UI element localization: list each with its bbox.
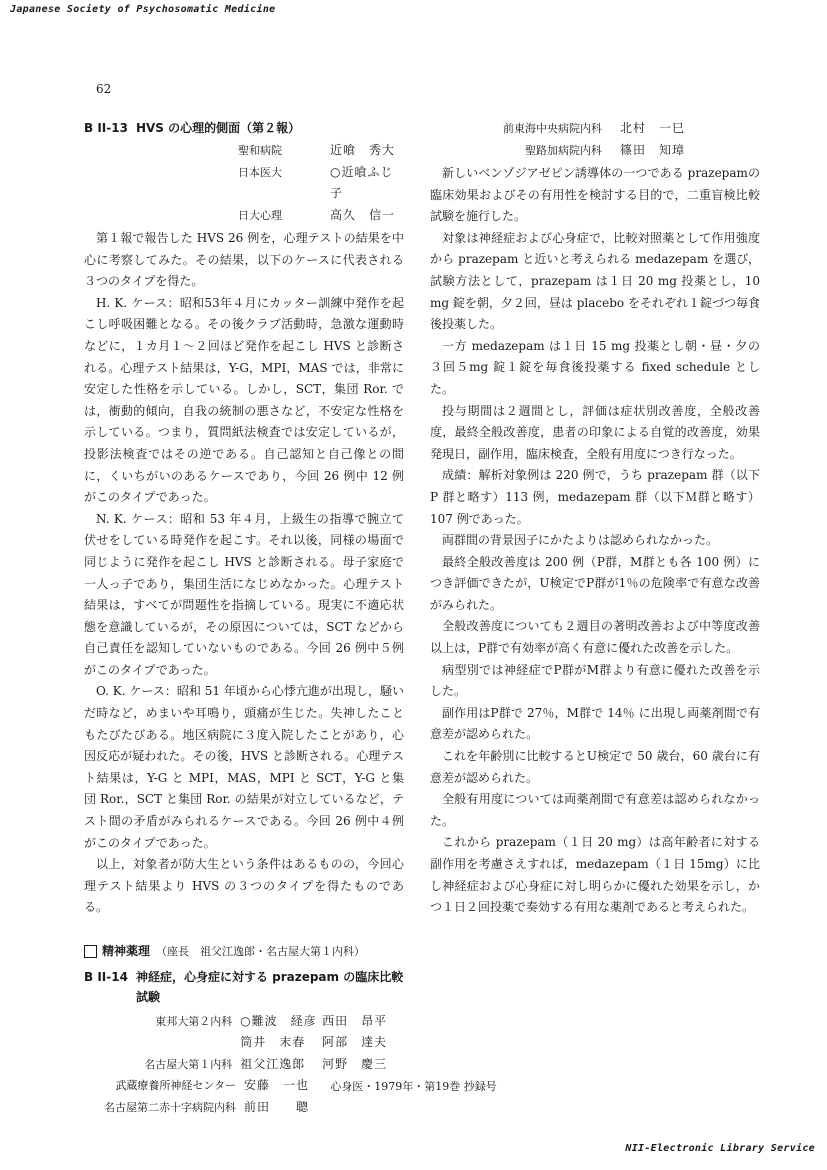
- author-name: 近喰 秀大: [330, 143, 396, 157]
- author-affiliation: 名古屋大第１内科: [144, 1057, 233, 1071]
- author-row: [84, 1097, 404, 1119]
- article2-paragraph: 投与期間は２週間とし，評価は症状別改善度，全般改善度，最終全般改善度，患者の印象による自覚的改善度，効果発現日，副作用，臨床検査，全般有用度につき行なった。: [430, 403, 760, 461]
- right-column: [430, 118, 760, 919]
- article2-code: B II-14: [84, 969, 128, 984]
- article2-paragraph: これを年齢別に比較するとU検定で 50 歳台，60 歳台に有意差が認められた。: [430, 749, 760, 785]
- author-name: 筒井 末春: [240, 1035, 306, 1050]
- section-chair: （座長 祖父江逸郎・名古屋大第１内科）: [156, 945, 366, 958]
- article2-title: 神経症，心身症に対する prazepam の臨床比較試験: [135, 969, 404, 1004]
- author-name: 高久 信一: [330, 207, 396, 222]
- page-number: 62: [96, 82, 112, 96]
- author-row: [482, 118, 760, 140]
- article2-title-line: [84, 967, 404, 1007]
- author-row: [84, 140, 404, 162]
- article1-authors: [84, 140, 404, 226]
- author-affiliation: 名古屋第二赤十字病院内科: [104, 1100, 236, 1114]
- author-row: [84, 205, 404, 227]
- article1-title: HVS の心理的側面（第２報）: [135, 121, 301, 135]
- author-affiliation: 前東海中央病院内科: [503, 122, 602, 135]
- article2-paragraph: 最終全般改善度は 200 例（P群，M群とも各 100 例）につき評価できたが，U検定でP群が1％の危険率で有意な改善がみられた。: [430, 554, 760, 612]
- left-column: [84, 118, 404, 1118]
- author-affiliation: 日大心理: [238, 208, 282, 222]
- author-name: 篠田 知璋: [620, 142, 686, 157]
- author-row: [84, 1011, 404, 1033]
- article1-paragraph: N. K. ケース：昭和 53 年４月，上級生の指導で腕立て伏せをしている時発作を起こす。それ以後，同様の場面で同じように発作を起こし HVS と診断される。母子家庭で一人っ子であり，集団生活になじめなかった。心理テスト結果は，すべてが問題性を指摘している。現実に不適応状態を意識しているが，その原因については，SCT などから自己責任を認知していないものである。今回 26 例中５例がこのタイプであった。: [84, 511, 404, 677]
- section-title: 精神薬理: [102, 944, 151, 958]
- article2-authors-right: [482, 118, 760, 161]
- author-name: 阿部 達夫: [322, 1035, 388, 1050]
- author-row: [482, 140, 760, 162]
- author-name: 西田 昂平: [322, 1013, 388, 1028]
- article2-paragraph: 成績：解析対象例は 220 例で，うち prazepam 群（以下 P 群と略す）113 例，medazepam 群（以下Ｍ群と略す）107 例であった。: [430, 468, 760, 526]
- author-affiliation: 日本医大: [238, 165, 282, 179]
- author-row: [84, 162, 404, 205]
- article1-paragraph: O. K. ケース：昭和 51 年頃から心悸亢進が出現し，騒いだ時など，めまいや耳鳴り，頭痛が生じた。失神したこともたびたびある。地区病院に３度入院したことがあり，心因反応が疑われた。その後，HVS と診断される。心理テスト結果は，Y-G と MPI，MAS，MPI と SCT，Y-G と集団 Ror.，SCT と集団 Ror. の結果が対立しているなど，テスト間の矛盾がみられるケースである。今回 26 例中４例がこのタイプであった。: [84, 684, 404, 850]
- author-affiliation: 聖和病院: [238, 144, 282, 157]
- service-footer: NII-Electronic Library Service: [625, 1143, 815, 1154]
- article2-paragraph: 両群間の背景因子にかたよりは認められなかった。: [442, 533, 719, 548]
- article2-paragraph: 新しいベンゾジアゼピン誘導体の一つである prazepamの臨床効果およびその有用性を検討する目的で，二重盲検比較試験を施行した。: [430, 166, 760, 224]
- author-name: 安藤 一也: [244, 1078, 310, 1093]
- section-heading: [84, 941, 404, 963]
- article1-title-line: [84, 118, 404, 138]
- article1-paragraph: H. K. ケース：昭和53年４月にカッター訓練中発作を起こし呼吸困難となる。その後クラブ活動時，急激な運動時などに，１カ月１～２回ほど発作を起こし HVS と診断される。心理テスト結果は，Y-G，MPI，MAS では，非常に安定した性格を示している。しかし，SCT，集団 Ror. では，衝動的傾向，自我の統制の悪さなど，不安定な性格を示している。つまり，質問紙法検査では安定しているが，投影法検査ではその逆である。自己認知と自己像との間に，くいちがいのあるケースであり，今回 26 例中 12 例がこのタイプであった。: [84, 295, 404, 505]
- article1-paragraph: 以上，対象者が防大生という条件はあるものの，今回心理テスト結果より HVS の３つのタイプを得たものである。: [84, 857, 404, 915]
- author-name: 北村 一巳: [620, 121, 686, 135]
- author-affiliation: 武蔵療養所神経センター: [115, 1079, 236, 1093]
- article2-authors-left: [84, 1011, 404, 1119]
- journal-header: Japanese Society of Psychosomatic Medicine: [10, 4, 276, 15]
- author-row: [84, 1054, 404, 1076]
- article2-paragraph: これから prazepam（１日 20 mg）は高年齢者に対する副作用を考慮さえすれば，medazepam（１日 15mg）に比し神経症および心身症に対し明らかに優れた効果を示し，かつ１日２回投薬で奏効する有用な薬剤であると考えられた。: [430, 835, 760, 915]
- article2-paragraph: 全般有用度については両薬剤間で有意差は認められなかった。: [430, 792, 760, 828]
- article2-paragraph: 対象は神経症および心身症で，比較対照薬として作用強度から prazepam と近いと考えられる medazepam を選び，試験方法として，prazepam は１日 20 mg 投薬とし，10 mg 錠を朝，夕２回，昼は placebo をそれぞれ１錠づつ毎食後投薬した。: [430, 230, 760, 332]
- author-row: [84, 1032, 404, 1054]
- author-affiliation: 東邦大第２内科: [155, 1014, 233, 1028]
- section-box-icon: [84, 945, 97, 958]
- author-name: ○近喰ふじ子: [330, 164, 394, 200]
- author-name: 祖父江逸郎: [240, 1056, 306, 1071]
- journal-footer: 心身医・1979年・第19巻 抄録号: [330, 1080, 497, 1093]
- article2-paragraph: 副作用はP群で 27％，M群で 14％ に出現し両薬剤間で有意差が認められた。: [430, 705, 760, 742]
- author-affiliation: [84, 1032, 240, 1054]
- article1-code: B II-13: [84, 121, 128, 135]
- author-name: ○難波 経彦: [240, 1013, 317, 1028]
- article2-paragraph: 一方 medazepam は１日 15 mg 投薬とし朝・昼・夕の３回５mg 錠１錠を毎食後投薬する fixed schedule とした。: [430, 338, 760, 396]
- article2-paragraph: 病型別では神経症でP群がM群より有意に優れた改善を示した。: [430, 662, 760, 699]
- article2-paragraph: 全般改善度についても２週目の著明改善および中等度改善以上は，P群で有効率が高く有意に優れた改善を示した。: [430, 619, 760, 656]
- author-name: 前田 聰: [244, 1099, 310, 1114]
- author-affiliation: 聖路加病院内科: [525, 143, 602, 157]
- article1-paragraph: 第１報で報告した HVS 26 例を，心理テストの結果を中心に考察してみた。その結果，以下のケースに代表される３つのタイプを得た。: [84, 231, 404, 289]
- author-name: 河野 慶三: [322, 1056, 388, 1071]
